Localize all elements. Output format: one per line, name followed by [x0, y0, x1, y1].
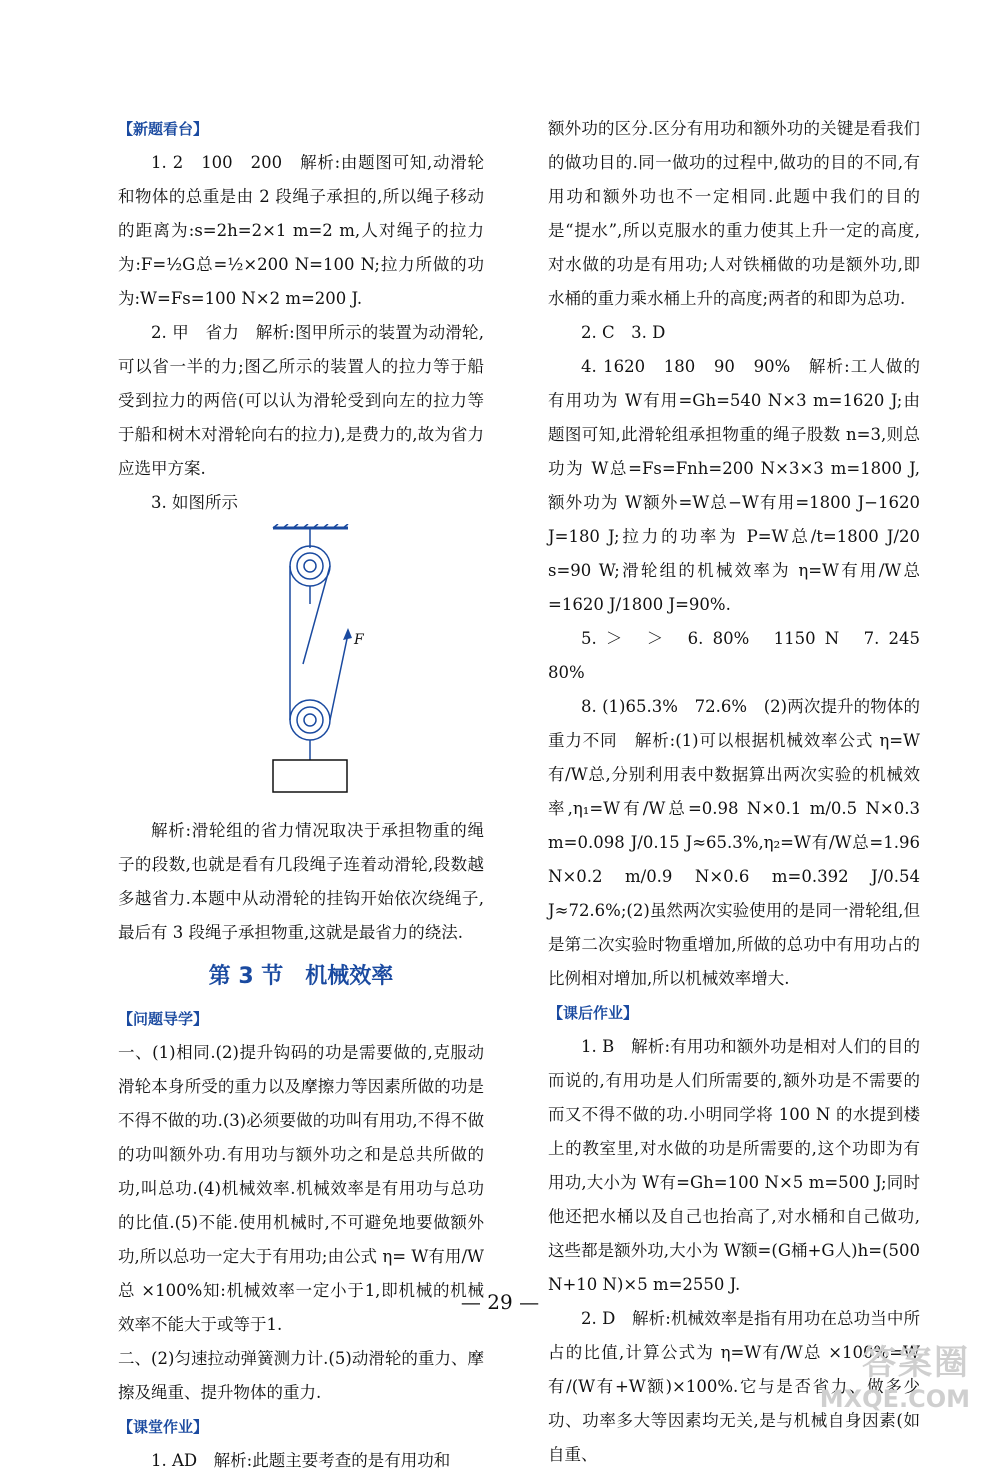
classwork-answer-2-3: 2. C 3. D: [581, 323, 666, 342]
classwork-answer-4: 4. 1620 180 90 90% 解析:工人做的有用功为 W有用=Gh=540 N×3 m=1620 J;由题图可知,此滑轮组承担物重的绳子股数 n=3,则总功为 W总=Fs=Fnh=200 N×3×3 m=1800 J,额外功为 W额外=W总−W有用=1800 J−1620 J=180 J;拉力的功率为 P=W总/t=1800 J/20 s=90 W;滑轮组的机械效率为 η=W有用/W总=1620 J/1800 J=90%.: [548, 357, 920, 614]
guide-part-1: 一、(1)相同.(2)提升钩码的功是需要做的,克服动滑轮本身所受的重力以及摩擦力等因素所做的功是不得不做的功.(3)必须要做的功叫有用功,不得不做的功叫额外功.有用功与额外功之和是总共所做的功,叫总功.(4)机械效率.机械效率是有用功与总功的比值.(5)不能.使用机械时,不可避免地要做额外功,所以总功一定大于有用功;由公式 η= W有用/W总 ×100%知:机械效率一定小于1,即机械的机械效率不能大于或等于1.: [118, 1043, 484, 1334]
answer-3-explanation: 解析:滑轮组的省力情况取决于承担物重的绳子的段数,也就是看有几段绳子连着动滑轮,段数越多越省力.本题中从动滑轮的挂钩开始依次绕绳子,最后有 3 段绳子承担物重,这就是最省力的绕法.: [118, 821, 484, 942]
answer-2: 2. 甲 省力 解析:图甲所示的装置为动滑轮,可以省一半的力;图乙所示的装置人的拉力等于船受到拉力的两倍(可以认为滑轮受到向左的拉力等于船和树木对滑轮向右的拉力),是费力的,故为省力应选甲方案.: [118, 323, 484, 478]
homework-answer-1: 1. B 解析:有用功和额外功是相对人们的目的而说的,有用功是人们所需要的,额外功是不需要的而又不得不做的功.小明同学将 100 N 的水提到楼上的教室里,对水做的功是所需要的,这个功即为有用功,大小为 W有=Gh=100 N×5 m=500 J;同时他还把水桶以及自己也抬高了,对水桶和自己做功,这些都是额外功,大小为 W额=(G桶+G人)h=(500 N+10 N)×5 m=2550 J.: [548, 1037, 920, 1294]
force-label: F: [354, 632, 364, 648]
homework-answer-2: 2. D 解析:机械效率是指有用功在总功当中所占的比值,计算公式为 η=W有/W总 ×100%=W有/(W有+W额)×100%.它与是否省力、做多少功、功率多大等因素均无关,是与机械自身因素(如自重、: [548, 1309, 920, 1464]
watermark-logo: 答案圈: [862, 1343, 970, 1383]
homework-tag: 【课后作业】: [548, 1004, 639, 1022]
classwork-answer-5-7: 5. ＞ ＞ 6. 80% 1150 N 7. 245 80%: [548, 629, 937, 682]
pulley-figure: [268, 524, 368, 794]
classwork-answer-1-cont: 额外功的区分.区分有用功和额外功的关键是看我们的做功目的.同一做功的过程中,做功的目的不同,有用功和额外功也不一定相同.此题中我们的目的是“提水”,所以克服水的重力使其上升一定的高度,对水做的功是有用功;人对铁桶做的功是额外功,即水桶的重力乘水桶上升的高度;两者的和即为总功.: [548, 119, 920, 308]
classwork-answer-1: 1. AD 解析:此题主要考查的是有用功和: [151, 1451, 451, 1470]
section-title: 第 3 节 机械效率: [208, 964, 394, 989]
page-number: — 29 —: [460, 1290, 540, 1314]
new-question-tag: 【新题看台】: [118, 120, 209, 138]
answer-3: 3. 如图所示: [151, 493, 238, 512]
guide-part-2: 二、(2)匀速拉动弹簧测力计.(5)动滑轮的重力、摩擦及绳重、提升物体的重力.: [118, 1349, 484, 1402]
right-column: [548, 112, 937, 1472]
guide-tag: 【问题导学】: [118, 1010, 209, 1028]
watermark-url: MXQE.COM: [819, 1385, 970, 1413]
classwork-tag: 【课堂作业】: [118, 1418, 209, 1436]
answer-1: 1. 2 100 200 解析:由题图可知,动滑轮和物体的总重是由 2 段绳子承担的,所以绳子移动的距离为:s=2h=2×1 m=2 m,人对绳子的拉力为:F=½G总=½×200 N=100 N;拉力所做的功为:W=Fs=100 N×2 m=200 J.: [118, 153, 484, 308]
classwork-answer-8: 8. (1)65.3% 72.6% (2)两次提升的物体的重力不同 解析:(1)可以根据机械效率公式 η=W有/W总,分别利用表中数据算出两次实验的机械效率,η₁=W有/W总=0.98 N×0.1 m/0.5 N×0.3 m=0.098 J/0.15 J≈65.3%,η₂=W有/W总=1.96 N×0.2 m/0.9 N×0.6 m=0.392 J/0.54 J≈72.6%;(2)虽然两次实验使用的是同一滑轮组,但是第二次实验时物重增加,所做的总功中有用功占的比例相对增加,所以机械效率增大.: [548, 697, 920, 988]
left-column: [118, 112, 484, 1478]
